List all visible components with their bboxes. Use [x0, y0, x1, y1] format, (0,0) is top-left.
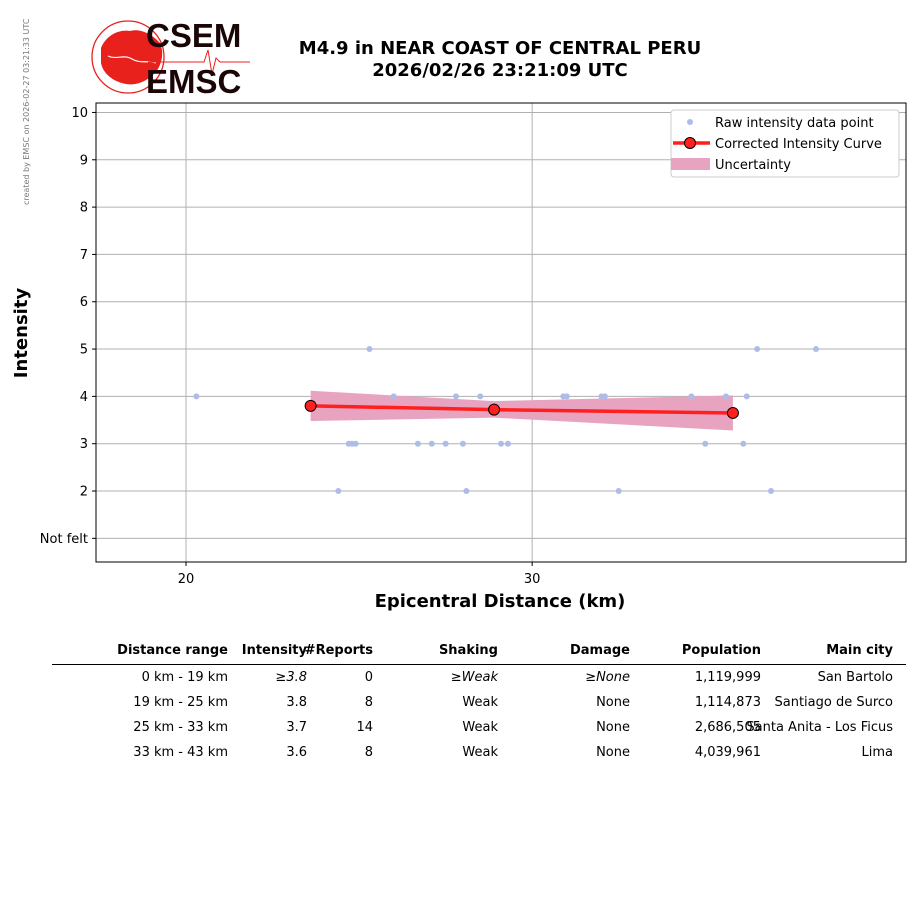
cell-damage: ≥None [585, 670, 630, 685]
raw-data-point [391, 393, 397, 399]
x-tick-label: 30 [523, 572, 541, 587]
y-tick-label: 7 [79, 247, 88, 263]
raw-data-point [460, 441, 466, 447]
y-tick-label: 5 [79, 342, 88, 358]
x-axis-label: Epicentral Distance (km) [374, 591, 626, 612]
cell-reports: 14 [356, 720, 373, 735]
legend-curve-label: Corrected Intensity Curve [715, 137, 882, 152]
raw-data-point [702, 441, 708, 447]
raw-data-point [740, 441, 746, 447]
raw-data-point [193, 393, 199, 399]
raw-data-point [415, 441, 421, 447]
cell-intensity: 3.6 [286, 745, 307, 760]
legend-curve-marker [685, 138, 696, 149]
raw-data-point [768, 488, 774, 494]
cell-main-city: Santa Anita - Los Ficus [746, 720, 893, 735]
raw-data-point [429, 441, 435, 447]
y-tick-label: Not felt [39, 531, 88, 547]
table-row [52, 665, 906, 690]
raw-data-point [813, 346, 819, 352]
y-axis-label: Intensity [11, 287, 32, 379]
raw-data-point [688, 393, 694, 399]
raw-data-point [505, 441, 511, 447]
legend [671, 110, 899, 177]
cell-reports: 0 [364, 670, 373, 685]
y-tick-label: 6 [79, 295, 88, 311]
logo-text-emsc: EMSC [146, 63, 242, 98]
y-tick-label: 8 [79, 200, 88, 216]
cell-distance-range: 0 km - 19 km [141, 670, 228, 685]
cell-intensity: 3.8 [286, 695, 307, 710]
raw-data-point [335, 488, 341, 494]
raw-data-point [754, 346, 760, 352]
y-tick-label: 3 [79, 437, 88, 453]
cell-shaking: Weak [462, 720, 498, 735]
cell-distance-range: 33 km - 43 km [133, 745, 228, 760]
header-distance-range: Distance range [117, 643, 228, 658]
cell-distance-range: 19 km - 25 km [133, 695, 228, 710]
x-tick-label: 20 [177, 572, 195, 587]
cell-population: 2,686,505 [694, 720, 761, 735]
cell-shaking: ≥Weak [450, 670, 498, 685]
cell-intensity: ≥3.8 [275, 670, 307, 685]
cell-damage: None [596, 720, 630, 735]
logo-text-csem: CSEM [146, 17, 242, 54]
cell-intensity: 3.7 [286, 720, 307, 735]
header-main-city: Main city [826, 643, 893, 658]
raw-data-point [498, 441, 504, 447]
cell-shaking: Weak [462, 695, 498, 710]
raw-data-point [602, 393, 608, 399]
header-intensity: Intensity [241, 643, 307, 658]
y-tick-label: 2 [79, 484, 88, 500]
cell-population: 1,114,873 [694, 695, 761, 710]
table-row [52, 715, 906, 740]
table-header [52, 638, 906, 665]
corrected-curve-point [489, 404, 500, 415]
raw-data-point [723, 393, 729, 399]
corrected-curve-point [727, 407, 738, 418]
cell-reports: 8 [364, 745, 373, 760]
y-tick-label: 9 [79, 153, 88, 169]
legend-uncertainty-swatch [671, 158, 710, 170]
legend-raw-label: Raw intensity data point [715, 116, 874, 131]
table-row [52, 690, 906, 715]
cell-shaking: Weak [462, 745, 498, 760]
header-population: Population [681, 643, 761, 658]
legend-raw-marker [687, 119, 693, 125]
raw-data-point [616, 488, 622, 494]
cell-distance-range: 25 km - 33 km [133, 720, 228, 735]
corrected-curve-point [305, 400, 316, 411]
raw-data-point [443, 441, 449, 447]
raw-data-point [453, 393, 459, 399]
header-damage: Damage [569, 643, 630, 658]
cell-damage: None [596, 745, 630, 760]
raw-data-point [366, 346, 372, 352]
cell-damage: None [596, 695, 630, 710]
raw-data-point [564, 393, 570, 399]
intensity-table [52, 638, 906, 765]
raw-data-point [477, 393, 483, 399]
cell-main-city: San Bartolo [817, 670, 893, 685]
raw-data-point [744, 393, 750, 399]
cell-population: 4,039,961 [694, 745, 761, 760]
header-shaking: Shaking [438, 643, 498, 658]
y-tick-label: 4 [79, 389, 88, 405]
cell-main-city: Santiago de Surco [774, 695, 893, 710]
axis-ticks [40, 106, 541, 587]
cell-population: 1,119,999 [694, 670, 761, 685]
event-title-line2: 2026/02/26 23:21:09 UTC [372, 60, 628, 81]
creation-credit: created by EMSC on 2026-02-27 03:21:33 UTC [22, 18, 31, 205]
event-title-line1: M4.9 in NEAR COAST OF CENTRAL PERU [298, 38, 702, 59]
cell-main-city: Lima [861, 745, 893, 760]
header-reports: #Reports [304, 643, 373, 658]
raw-data-point [353, 441, 359, 447]
raw-data-point [463, 488, 469, 494]
legend-uncertainty-label: Uncertainty [715, 158, 791, 173]
table-row [52, 740, 906, 765]
cell-reports: 8 [364, 695, 373, 710]
y-tick-label: 10 [71, 105, 88, 121]
